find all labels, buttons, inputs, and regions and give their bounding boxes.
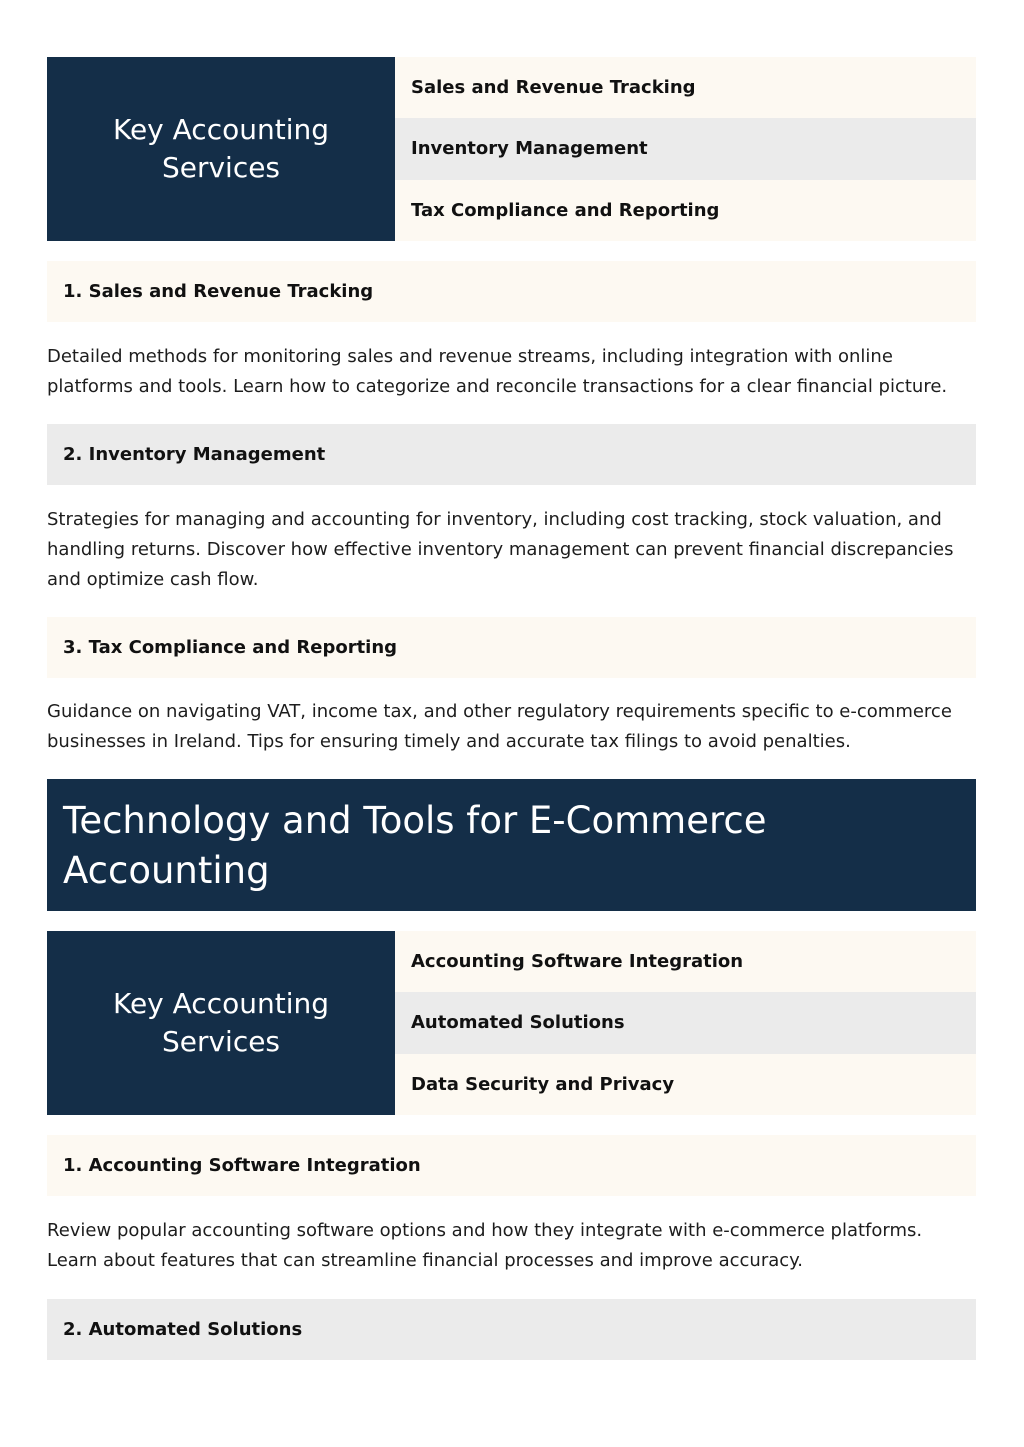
section-text-inventory: Strategies for managing and accounting for inventory, including cost tracking, stock valuation, and handling returns. Discover how effective inventory management can prevent financial discrepancies and optimize cash flow. <box>47 509 954 590</box>
section-text-sales: Detailed methods for monitoring sales and revenue streams, including integration with online platforms and tools. Learn how to categorize and reconcile transactions for a clear financial picture. <box>47 346 948 397</box>
service-item-inventory: Inventory Management <box>395 118 976 179</box>
section-heading-software: 1. Accounting Software Integration <box>47 1135 976 1196</box>
section-text-software: Review popular accounting software options and how they integrate with e-commerce platforms. Learn about features that can streamline financial processes and improve accuracy. <box>47 1220 923 1271</box>
key-services-list <box>395 57 976 241</box>
key-services-block-2 <box>47 931 976 1115</box>
key-services-list <box>395 931 976 1115</box>
key-services-title-box <box>47 57 395 241</box>
service-item-sales: Sales and Revenue Tracking <box>395 57 976 118</box>
section-text-tax: Guidance on navigating VAT, income tax, and other regulatory requirements specific to e-commerce businesses in Ireland. Tips for ensuring timely and accurate tax filings to avoid penalties. <box>47 701 952 752</box>
key-services-title: Key Accounting Services <box>112 987 329 1058</box>
key-services-block-1 <box>47 57 976 241</box>
service-item-tax: Tax Compliance and Reporting <box>395 180 976 241</box>
key-services-title: Key Accounting Services <box>112 113 329 184</box>
service-item-automated: Automated Solutions <box>395 992 976 1053</box>
section-heading-inventory: 2. Inventory Management <box>47 424 976 485</box>
section-heading-tax: 3. Tax Compliance and Reporting <box>47 617 976 678</box>
main-section-heading: Technology and Tools for E-Commerce Accounting <box>47 779 976 911</box>
document-page <box>47 57 976 1360</box>
section-heading-sales: 1. Sales and Revenue Tracking <box>47 261 976 322</box>
service-item-security: Data Security and Privacy <box>395 1054 976 1115</box>
key-services-title-box <box>47 931 395 1115</box>
service-item-software: Accounting Software Integration <box>395 931 976 992</box>
section-heading-automated: 2. Automated Solutions <box>47 1299 976 1360</box>
